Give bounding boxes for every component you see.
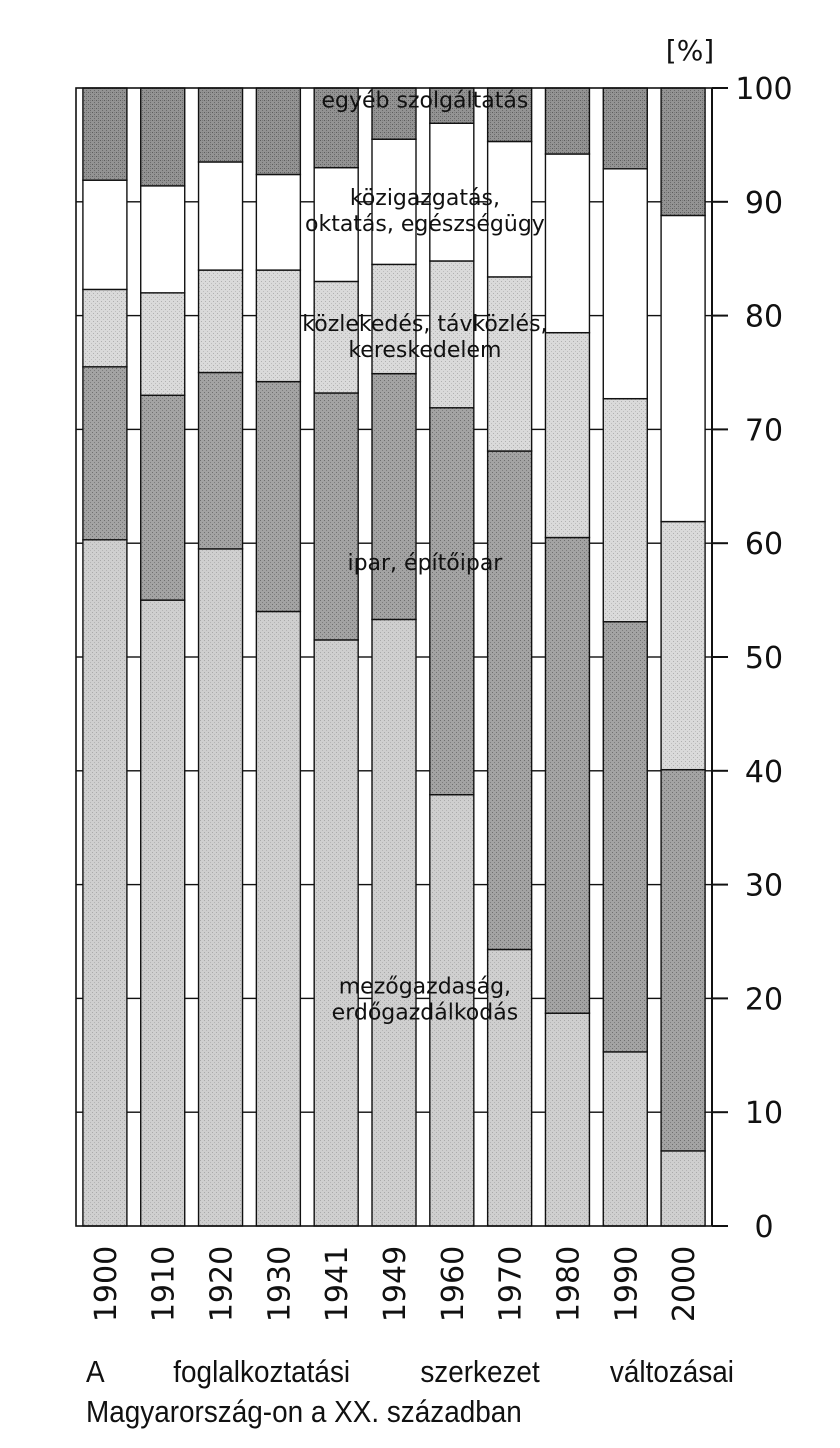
bar-2000 — [661, 88, 705, 1226]
bar-segment-1910-4 — [141, 186, 185, 293]
segment-label: ipar, építőipar — [347, 551, 503, 577]
x-tick-label: 1980 — [551, 1245, 587, 1323]
bar-segment-1941-1 — [314, 640, 358, 1226]
bar-segment-1900-5 — [83, 88, 127, 180]
y-tick-label: 70 — [744, 413, 784, 449]
bar-segment-1960-2 — [430, 408, 474, 795]
bar-segment-1920-3 — [199, 270, 243, 372]
x-tick-label: 1949 — [378, 1245, 413, 1323]
bar-1990 — [603, 88, 647, 1226]
x-tick-label: 1930 — [262, 1245, 298, 1323]
y-tick-label: 60 — [744, 527, 784, 563]
bar-segment-1900-3 — [83, 289, 127, 366]
bar-segment-1910-1 — [141, 600, 185, 1226]
bar-segment-1910-3 — [141, 293, 185, 395]
y-tick-label: 50 — [744, 641, 784, 676]
bar-segment-1990-4 — [603, 169, 647, 399]
bar-segment-1949-1 — [372, 619, 416, 1226]
x-tick-label: 1970 — [493, 1245, 529, 1323]
bar-segment-2000-4 — [661, 215, 705, 521]
bar-1980 — [545, 88, 589, 1226]
bar-segment-1990-5 — [603, 88, 647, 169]
bar-segment-1900-4 — [83, 180, 127, 289]
bar-segment-2000-2 — [661, 770, 705, 1151]
y-tick-label: 30 — [744, 868, 784, 904]
bar-segment-1980-5 — [545, 88, 589, 154]
bar-segment-1920-5 — [199, 88, 243, 162]
x-axis — [89, 1246, 702, 1322]
bar-segment-2000-5 — [661, 88, 705, 215]
bar-segment-1930-1 — [256, 611, 300, 1226]
bar-1960 — [430, 88, 474, 1226]
bar-segment-1920-1 — [199, 549, 243, 1226]
bar-1910 — [141, 88, 185, 1226]
bar-segment-2000-3 — [661, 522, 705, 770]
bar-segment-1980-4 — [545, 154, 589, 333]
segment-label: közlekedés, távközlés, — [302, 312, 548, 338]
bar-1949 — [372, 88, 416, 1226]
x-tick-label: 1941 — [320, 1245, 356, 1323]
bar-segment-1910-2 — [141, 395, 185, 600]
x-tick-label: 1960 — [435, 1245, 471, 1323]
bar-1941 — [314, 88, 358, 1226]
bar-1920 — [199, 88, 243, 1226]
bar-segment-1920-2 — [199, 373, 243, 549]
bar-segment-1941-2 — [314, 393, 358, 640]
bar-segment-1990-1 — [603, 1052, 647, 1226]
y-tick-label: 20 — [744, 982, 784, 1018]
figure-caption: A foglalkoztatási szerkezet változásai Magyarország-on a XX. században — [86, 1354, 734, 1429]
y-tick-label: 40 — [744, 754, 784, 790]
bar-segment-2000-1 — [661, 1151, 705, 1226]
bar-segment-1900-1 — [83, 540, 127, 1226]
x-tick-label: 1900 — [88, 1245, 124, 1323]
y-tick-label: 0 — [754, 1210, 774, 1245]
y-axis-unit-label: [%] — [665, 34, 715, 67]
bar-1900 — [83, 88, 127, 1226]
bar-1930 — [256, 88, 300, 1226]
bar-segment-1990-3 — [603, 399, 647, 622]
bar-segment-1930-4 — [256, 174, 300, 270]
y-tick-label: 100 — [735, 72, 793, 107]
segment-label: közigazgatás, — [349, 185, 500, 211]
bar-segment-1990-2 — [603, 622, 647, 1052]
bar-segment-1970-2 — [488, 451, 532, 949]
bar-segment-1930-2 — [256, 382, 300, 612]
segment-label: oktatás, egészségügy — [305, 211, 545, 237]
bar-segment-1980-2 — [545, 538, 589, 1014]
x-tick-label: 1920 — [204, 1245, 240, 1323]
segment-label: egyéb szolgáltatás — [321, 88, 529, 114]
bar-segment-1970-3 — [488, 277, 532, 451]
y-tick-label: 90 — [744, 185, 784, 221]
bar-segment-1900-2 — [83, 367, 127, 540]
x-tick-label: 2000 — [667, 1245, 703, 1323]
bar-segment-1930-5 — [256, 88, 300, 174]
segment-label: mezőgazdaság, — [338, 974, 512, 1000]
bar-segment-1980-1 — [545, 1013, 589, 1226]
bar-segment-1920-4 — [199, 162, 243, 270]
segment-label: erdőgazdálkodás — [331, 1000, 519, 1026]
bar-segment-1980-3 — [545, 333, 589, 538]
bar-segment-1949-2 — [372, 374, 416, 620]
bar-segment-1930-3 — [256, 270, 300, 382]
segment-label: kereskedelem — [348, 338, 502, 364]
bar-segment-1910-5 — [141, 88, 185, 186]
y-tick-label: 80 — [744, 299, 784, 335]
x-tick-label: 1990 — [609, 1245, 645, 1323]
y-tick-label: 10 — [744, 1096, 784, 1132]
bars — [83, 88, 705, 1226]
bar-1970 — [488, 88, 532, 1226]
x-tick-label: 1910 — [146, 1245, 182, 1323]
